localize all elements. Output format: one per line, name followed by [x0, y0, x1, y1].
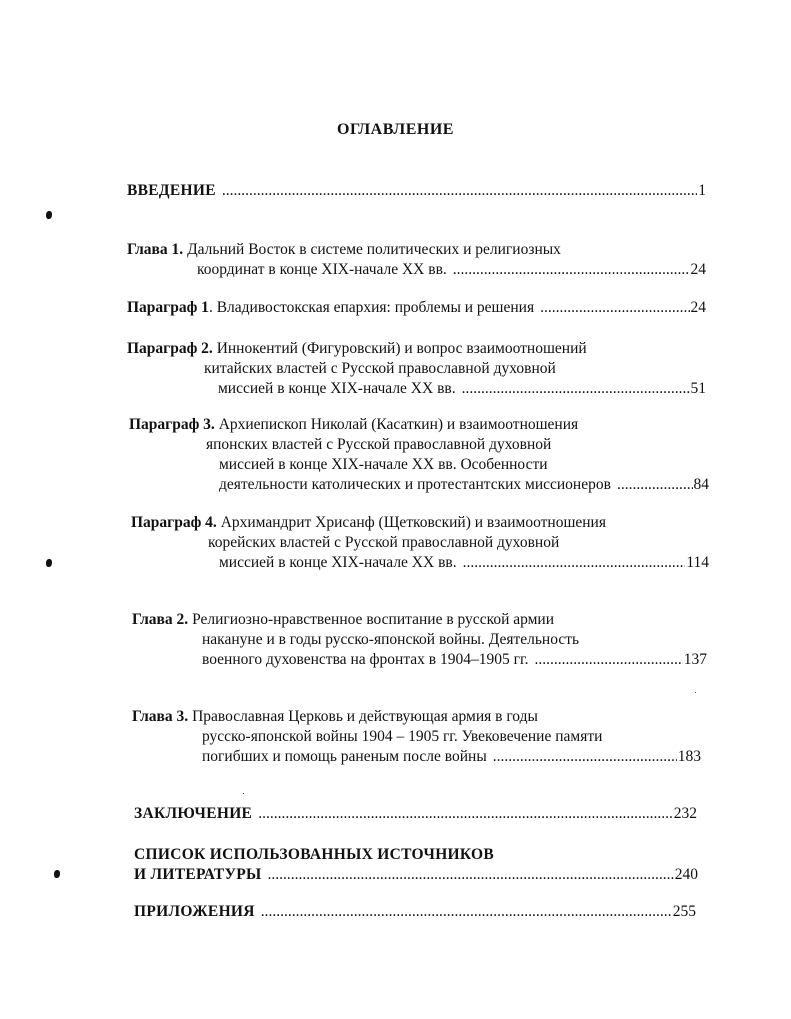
page-title: ОГЛАВЛЕНИЕ: [337, 121, 454, 138]
entry-title-line: военного духовенства на фронтах в 1904–1905 гг.: [202, 651, 529, 668]
entry-title-line: Православная Церковь и действующая армия в годы: [192, 708, 538, 725]
entry-title-line: миссией в конце XIX-начале XX вв.: [219, 554, 457, 571]
page-number: 1: [698, 182, 706, 199]
page-number: 24: [690, 261, 706, 278]
dot-leader: [493, 747, 677, 767]
dot-leader: [222, 181, 697, 201]
entry-title-line: русско-японской войны 1904 – 1905 гг. Увековечение памяти: [202, 728, 603, 745]
entry-title-line: Дальний Восток в системе политических и религиозных: [187, 241, 561, 258]
page-number: 232: [673, 805, 697, 822]
entry-title-line: Архиепископ Николай (Касаткин) и взаимоотношения: [218, 416, 579, 433]
page-number: 24: [690, 299, 706, 316]
entry-title-line: погибших и помощь раненым после войны: [202, 748, 487, 765]
toc-entry-section-4: [131, 513, 709, 573]
entry-title-line: координат в конце XIX-начале XX вв.: [197, 261, 447, 278]
page-number: 84: [693, 476, 709, 493]
entry-label: Параграф 2.: [127, 340, 213, 357]
entry-label: СПИСОК ИСПОЛЬЗОВАННЫХ ИСТОЧНИКОВ: [134, 846, 495, 863]
dot-leader: [463, 553, 686, 573]
dot-leader: [540, 298, 689, 318]
dot-leader: [261, 902, 672, 922]
entry-label: ПРИЛОЖЕНИЯ: [134, 903, 255, 920]
scan-speck: [695, 692, 696, 693]
entry-label: И ЛИТЕРАТУРЫ: [134, 866, 262, 883]
entry-title-line: Архимандрит Хрисанф (Щетковский) и взаимоотношения: [220, 514, 606, 531]
dot-leader: [534, 650, 682, 670]
page-number: 240: [674, 866, 698, 883]
dot-leader: [462, 379, 690, 399]
entry-title-line: миссией в конце XIX-начале XX вв.: [218, 380, 456, 397]
scan-mark: [46, 211, 52, 219]
entry-title-line: миссией в конце XIX-начале XX вв. Особенности: [219, 456, 548, 473]
toc-entry-section-3: [129, 415, 709, 495]
entry-title-line: накануне и в годы русско-японской войны. Деятельность: [202, 631, 580, 648]
entry-label: Глава 1.: [127, 241, 184, 258]
page-number: 51: [690, 380, 706, 397]
entry-title-line: деятельности католических и протестантских миссионеров: [219, 476, 611, 493]
toc-entry-chapter-2: [132, 610, 707, 670]
entry-title-line: корейских властей с Русской православной духовной: [208, 534, 560, 551]
dot-leader: [258, 804, 673, 824]
entry-title-line: Религиозно-нравственное воспитание в русской армии: [192, 611, 555, 628]
entry-label: ВВЕДЕНИЕ: [127, 182, 216, 199]
scan-speck: [243, 793, 244, 794]
toc-entry-conclusion: [134, 804, 697, 824]
entry-label: Глава 2.: [132, 611, 189, 628]
entry-label: Параграф 3.: [129, 416, 215, 433]
entry-title-line: . Владивостокская епархия: проблемы и решения: [208, 299, 535, 316]
entry-title-line: японских властей с Русской православной духовной: [206, 436, 552, 453]
entry-title-line: китайских властей с Русской православной духовной: [204, 360, 556, 377]
toc-entry-appendix: [134, 902, 696, 922]
entry-label: Глава 3.: [132, 708, 189, 725]
page-number: 137: [683, 651, 707, 668]
scan-mark: [54, 870, 60, 878]
page-number: 255: [672, 903, 696, 920]
scan-mark: [46, 559, 52, 567]
dot-leader: [268, 865, 674, 885]
entry-title-line: Иннокентий (Фигуровский) и вопрос взаимоотношений: [216, 340, 587, 357]
entry-label: ЗАКЛЮЧЕНИЕ: [134, 805, 253, 822]
toc-entry-chapter-3: [132, 707, 701, 767]
page-number: 114: [686, 554, 709, 571]
dot-leader: [617, 475, 693, 495]
entry-label: Параграф 4.: [131, 514, 217, 531]
entry-label: Параграф 1: [127, 299, 209, 316]
toc-entry-chapter-1: [127, 240, 706, 280]
toc-entry-section-2: [127, 339, 706, 399]
toc-entry-introduction: [127, 181, 706, 201]
page-number: 183: [677, 748, 701, 765]
dot-leader: [453, 260, 690, 280]
toc-entry-section-1: [127, 298, 706, 318]
toc-entry-sources: [134, 845, 698, 885]
